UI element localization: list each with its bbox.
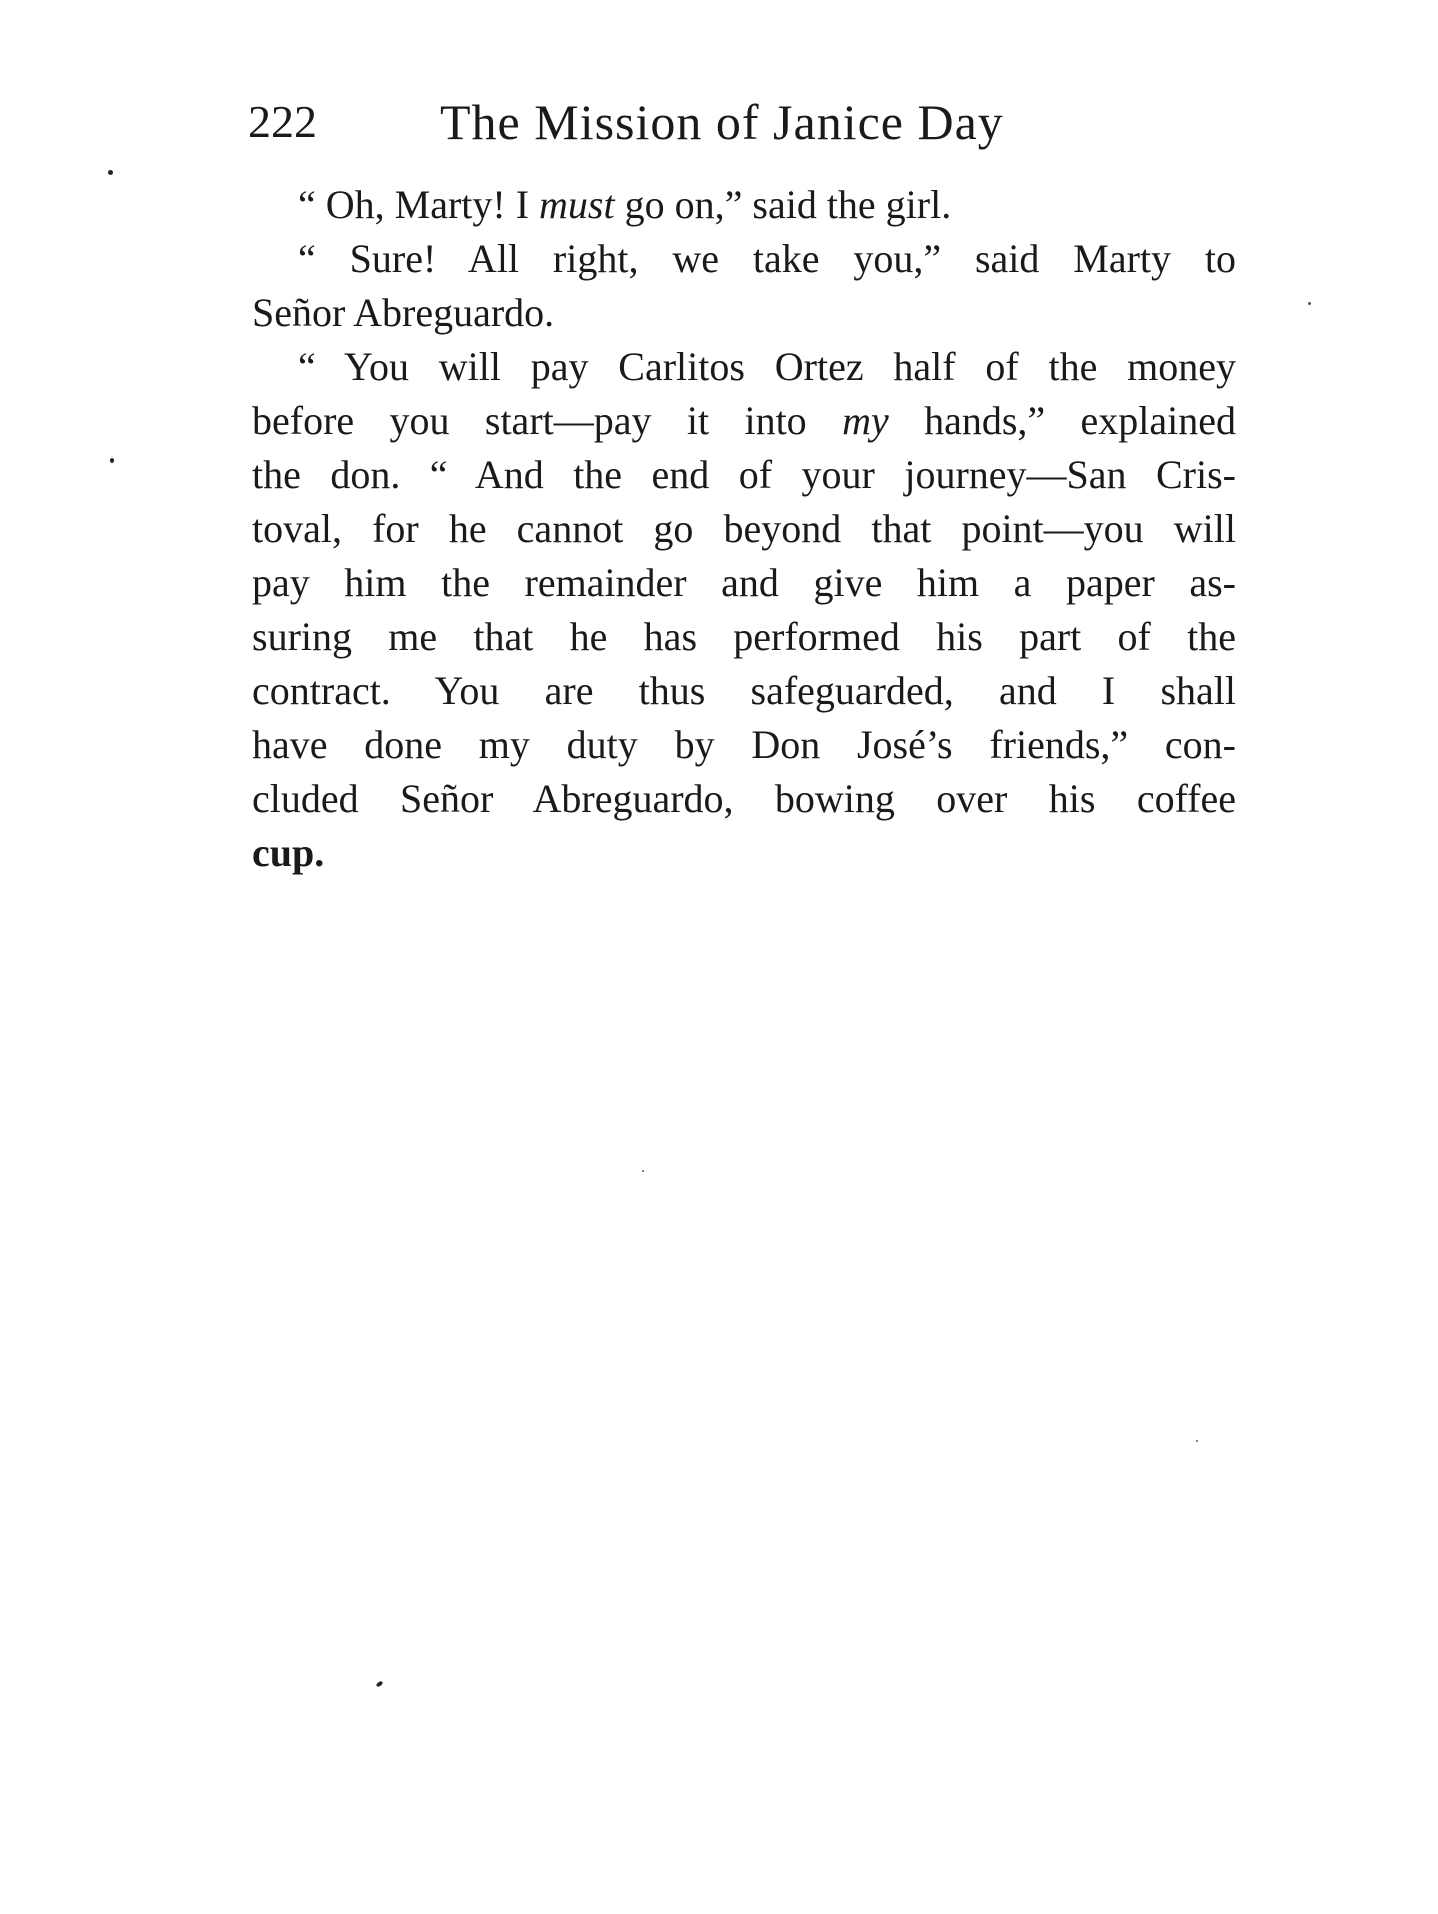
text-line: cup. (252, 830, 325, 875)
running-title: The Mission of Janice Day (440, 94, 1004, 150)
text-line: Señor Abreguardo. (252, 290, 555, 335)
text-line: cluded Señor Abreguardo, bowing over his coffee (252, 776, 1236, 821)
text-line: “ Oh, Marty! I must go on,” said the girl. (298, 182, 952, 227)
page-header (248, 92, 1238, 152)
body-text (252, 178, 1236, 880)
scan-speck (1196, 1440, 1198, 1442)
text-line: before you start—pay it into my hands,” explained (252, 398, 1236, 443)
page-number: 222 (248, 96, 317, 147)
text-line: “ Sure! All right, we take you,” said Marty to (298, 236, 1236, 281)
scan-speck (1308, 302, 1311, 305)
text-line: “ You will pay Carlitos Ortez half of the money (298, 344, 1236, 389)
text-line: contract. You are thus safeguarded, and I shall (252, 668, 1236, 713)
scan-speck (108, 170, 113, 175)
text-line: toval, for he cannot go beyond that point—you will (252, 506, 1236, 551)
text-line: suring me that he has performed his part of the (252, 614, 1236, 659)
scan-speck (110, 458, 114, 463)
text-line: the don. “ And the end of your journey—San Cris- (252, 452, 1236, 497)
scan-speck (375, 1680, 383, 1687)
scan-speck (642, 1170, 644, 1172)
text-line: pay him the remainder and give him a paper as- (252, 560, 1236, 605)
text-line: have done my duty by Don José’s friends,” con- (252, 722, 1236, 767)
